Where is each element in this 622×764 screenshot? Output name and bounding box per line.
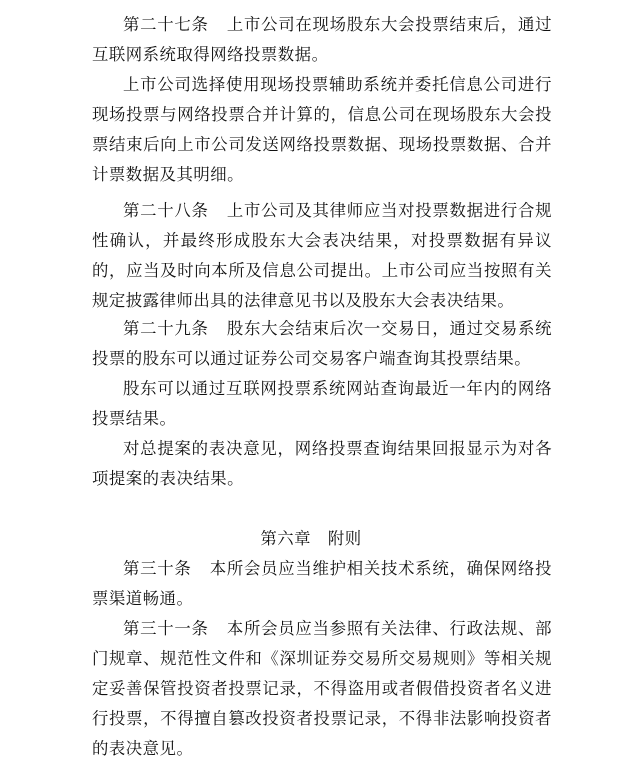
paragraph-text: 本所会员应当参照有关法律、行政法规、部门规章、规范性文件和《深圳证券交易所交易规则》等相关规定妥善保管投资者投票记录，不得盗用或者假借投资者名义进行投票，不得擅自篡改投资者投票记录，不得非法影响投资者的表决意见。 [92,619,552,758]
paragraph-text: 上市公司在现场股东大会投票结束后，通过互联网系统取得网络投票数据。 [92,15,552,64]
paragraph-text: 股东大会结束后次一交易日，通过交易系统投票的股东可以通过证券公司交易客户端查询其投票结果。 [92,319,552,368]
paragraph-article-27-sub [92,70,552,190]
paragraph-article-27 [92,10,552,70]
paragraph-article-29-sub1 [92,374,552,434]
paragraph-article-30 [92,554,552,614]
paragraph-text: 本所会员应当维护相关技术系统，确保网络投票渠道畅通。 [92,559,552,608]
paragraph-article-29 [92,314,552,374]
article-number: 第三十条 [123,559,192,578]
article-number: 第三十一条 [123,619,209,638]
article-number: 第二十九条 [123,319,209,338]
article-number: 第二十八条 [123,201,209,220]
paragraph-text: 对总提案的表决意见，网络投票查询结果回报显示为对各项提案的表决结果。 [92,439,552,488]
paragraph-text: 上市公司选择使用现场投票辅助系统并委托信息公司进行现场投票与网络投票合并计算的，信息公司在现场股东大会投票结束后向上市公司发送网络投票数据、现场投票数据、合并计票数据及其明细。 [92,75,552,184]
paragraph-text: 上市公司及其律师应当对投票数据进行合规性确认，并最终形成股东大会表决结果，对投票数据有异议的，应当及时向本所及信息公司提出。上市公司应当按照有关规定披露律师出具的法律意见书以及股东大会表决结果。 [92,201,552,310]
paragraph-text: 股东可以通过互联网投票系统网站查询最近一年内的网络投票结果。 [92,379,552,428]
paragraph-article-29-sub2 [92,434,552,494]
paragraph-article-28 [92,196,552,316]
chapter-heading: 第六章 附则 [260,529,362,548]
article-number: 第二十七条 [123,15,209,34]
paragraph-article-31 [92,614,552,764]
